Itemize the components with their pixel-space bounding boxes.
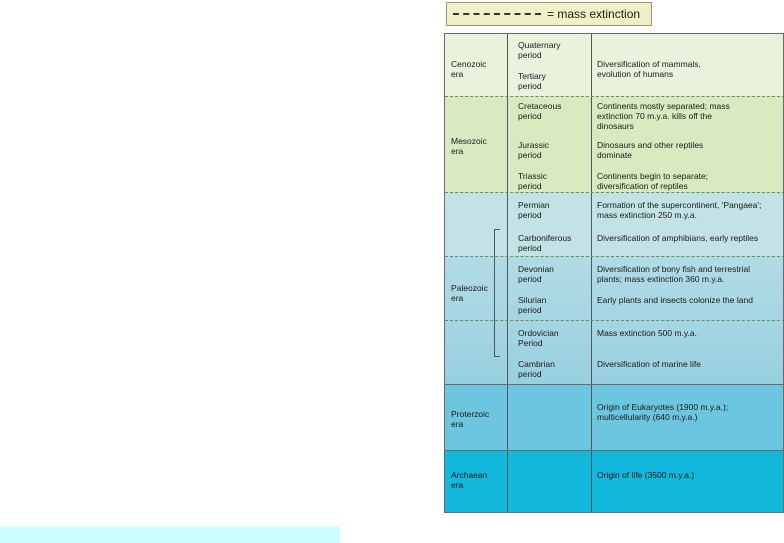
event-permian: Formation of the supercontinent, 'Pangaea'; mass extinction 250 m.y.a. bbox=[597, 200, 762, 220]
period-ordovician: Ordovician Period bbox=[518, 328, 559, 348]
period-triassic: Triassic period bbox=[518, 171, 547, 191]
event-carboniferous: Diversification of amphibians, early reptiles bbox=[597, 233, 759, 243]
period-quaternary: Quaternary period bbox=[518, 40, 561, 60]
mass-extinction-legend bbox=[446, 2, 652, 26]
footer-bar bbox=[0, 527, 340, 543]
period-cretaceous: Cretaceous period bbox=[518, 101, 562, 121]
event-jurassic: Dinosaurs and other reptiles dominate bbox=[597, 140, 704, 160]
event-silurian: Early plants and insects colonize the land bbox=[597, 295, 753, 305]
era-label-proterozoic: Proterzoic era bbox=[451, 409, 490, 429]
era-label-paleozoic: Paleozoic era bbox=[451, 283, 488, 303]
geologic-timescale-chart bbox=[444, 33, 784, 513]
event-ordovician: Mass extinction 500 m.y.a. bbox=[597, 328, 697, 338]
mass-extinction-line bbox=[445, 96, 784, 97]
dashed-line-icon bbox=[453, 13, 541, 15]
column-divider-period bbox=[591, 34, 592, 512]
event-proterozoic: Origin of Eukaryotes (1900 m.y.a.); multicellularity (640 m.y.a.) bbox=[597, 402, 729, 422]
period-permian: Permian period bbox=[518, 200, 550, 220]
era-label-archaean: Archaean era bbox=[451, 470, 488, 490]
column-divider-era bbox=[507, 34, 508, 512]
event-devonian: Diversification of bony fish and terrestrial plants; mass extinction 360 m.y.a. bbox=[597, 264, 751, 284]
event-cenozoic: Diversification of mammals, evolution of humans bbox=[597, 59, 701, 79]
mass-extinction-line bbox=[445, 192, 784, 193]
period-jurassic: Jurassic period bbox=[518, 140, 550, 160]
period-tertiary: Tertiary period bbox=[518, 71, 546, 91]
legend-label: = mass extinction bbox=[547, 7, 641, 21]
era-boundary bbox=[445, 384, 783, 385]
era-label-cenozoic: Cenozoic era bbox=[451, 59, 487, 79]
event-cambrian: Diversification of marine life bbox=[597, 359, 701, 369]
period-carboniferous: Carboniferous period bbox=[518, 233, 572, 253]
era-label-mesozoic: Mesozoic era bbox=[451, 136, 487, 156]
event-triassic: Continents begin to separate; diversification of reptiles bbox=[597, 171, 709, 191]
era-boundary bbox=[445, 450, 783, 451]
band-archaean bbox=[445, 450, 783, 513]
period-cambrian: Cambrian period bbox=[518, 359, 555, 379]
period-bracket bbox=[494, 229, 500, 357]
event-cretaceous: Continents mostly separated; mass extinction 70 m.y.a. kills off the dinosaurs bbox=[597, 101, 730, 131]
period-devonian: Devonian period bbox=[518, 264, 554, 284]
event-archaean: Origin of life (3500 m.y.a.) bbox=[597, 470, 695, 480]
period-silurian: Silurian period bbox=[518, 295, 547, 315]
